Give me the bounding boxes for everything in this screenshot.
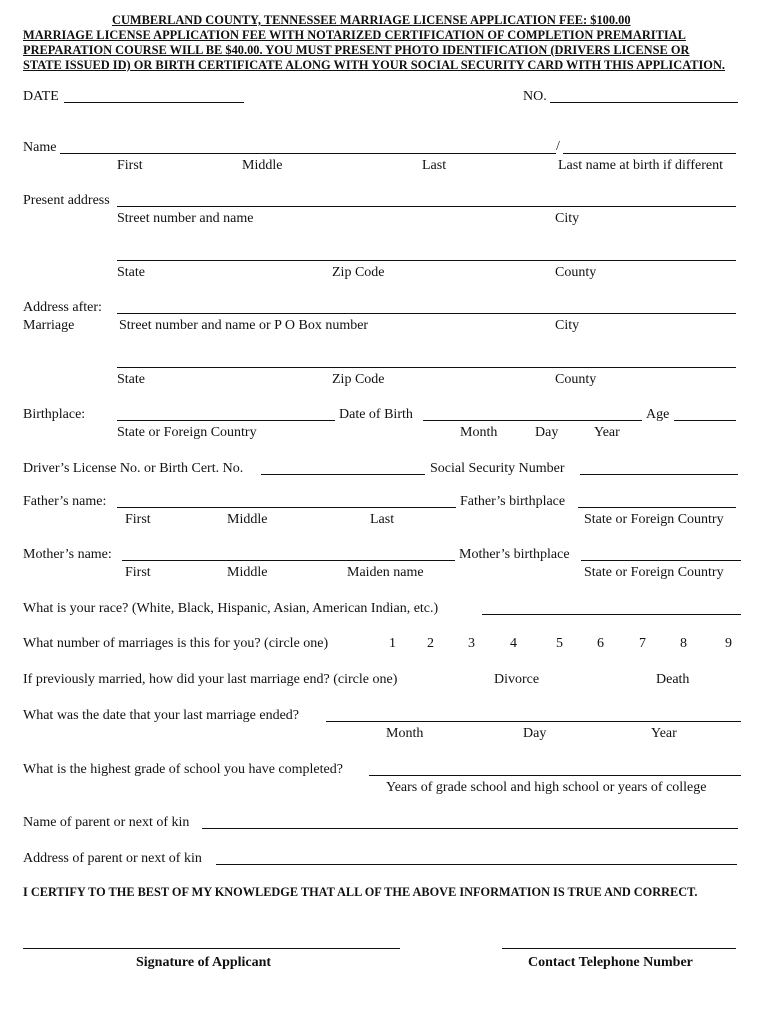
- age-field[interactable]: [674, 420, 736, 421]
- present-address-state-zip-county-field[interactable]: [117, 260, 736, 261]
- mother-name-label: Mother’s name:: [23, 547, 112, 562]
- age-label: Age: [646, 407, 670, 422]
- marriages-question: What number of marriages is this for you? (circle one): [23, 636, 329, 651]
- birthplace-field[interactable]: [117, 420, 335, 421]
- birthplace-label: Birthplace:: [23, 407, 86, 422]
- dob-field[interactable]: [423, 420, 642, 421]
- last-marriage-day-caption: Day: [523, 726, 547, 741]
- kin-name-label: Name of parent or next of kin: [23, 815, 190, 830]
- address-after-street-city-field[interactable]: [117, 313, 736, 314]
- kin-address-field[interactable]: [216, 864, 737, 865]
- mother-maiden-caption: Maiden name: [347, 565, 424, 580]
- mother-birthplace-caption: State or Foreign Country: [584, 565, 724, 580]
- father-last-caption: Last: [370, 512, 395, 527]
- father-middle-caption: Middle: [227, 512, 268, 527]
- father-name-label: Father’s name:: [23, 494, 107, 509]
- present-zip-caption: Zip Code: [332, 265, 385, 280]
- license-field[interactable]: [261, 474, 425, 475]
- last-marriage-year-caption: Year: [651, 726, 677, 741]
- divorce-option[interactable]: Divorce: [494, 672, 540, 687]
- kin-name-field[interactable]: [202, 828, 738, 829]
- father-birthplace-label: Father’s birthplace: [460, 494, 566, 509]
- present-state-caption: State: [117, 265, 145, 280]
- license-label: Driver’s License No. or Birth Cert. No.: [23, 461, 244, 476]
- ssn-label: Social Security Number: [430, 461, 565, 476]
- dob-month-caption: Month: [460, 425, 498, 440]
- race-question: What is your race? (White, Black, Hispanic, Asian, American Indian, etc.): [23, 601, 439, 616]
- marriage-option-4[interactable]: 4: [510, 636, 517, 651]
- race-field[interactable]: [482, 614, 741, 615]
- address-after-state-zip-county-field[interactable]: [117, 367, 736, 368]
- father-first-caption: First: [125, 512, 151, 527]
- kin-address-label: Address of parent or next of kin: [23, 851, 202, 866]
- marriage-option-9[interactable]: 9: [725, 636, 732, 651]
- present-street-caption: Street number and name: [117, 211, 254, 226]
- after-street-caption: Street number and name or P O Box number: [119, 318, 369, 333]
- present-address-street-city-field[interactable]: [117, 206, 736, 207]
- birth-last-name-field[interactable]: [563, 153, 736, 154]
- mother-birthplace-label: Mother’s birthplace: [459, 547, 570, 562]
- header-line-2: MARRIAGE LICENSE APPLICATION FEE WITH NOTARIZED CERTIFICATION OF COMPLETION PREMARITIAL: [23, 28, 686, 42]
- applicant-signature-field[interactable]: [23, 948, 400, 949]
- name-slash: /: [556, 139, 560, 154]
- last-marriage-date-question: What was the date that your last marriage ended?: [23, 708, 299, 723]
- mother-birthplace-field[interactable]: [581, 560, 741, 561]
- marriage-option-2[interactable]: 2: [427, 636, 434, 651]
- present-city-caption: City: [555, 211, 580, 226]
- prev-marriage-question: If previously married, how did your last marriage end? (circle one): [23, 672, 398, 687]
- dob-year-caption: Year: [594, 425, 620, 440]
- header-line-1: CUMBERLAND COUNTY, TENNESSEE MARRIAGE LICENSE APPLICATION FEE: $100.00: [112, 13, 631, 27]
- header-line-4: STATE ISSUED ID) OR BIRTH CERTIFICATE ALONG WITH YOUR SOCIAL SECURITY CARD WITH THIS APPLICATION.: [23, 58, 725, 72]
- father-birthplace-caption: State or Foreign Country: [584, 512, 724, 527]
- father-birthplace-field[interactable]: [578, 507, 736, 508]
- marriage-option-5[interactable]: 5: [556, 636, 563, 651]
- dob-label: Date of Birth: [339, 407, 413, 422]
- address-after-label-marriage: Marriage: [23, 318, 75, 333]
- name-last-caption: Last: [422, 158, 447, 173]
- number-label: NO.: [523, 89, 547, 104]
- last-marriage-date-field[interactable]: [326, 721, 741, 722]
- name-middle-caption: Middle: [242, 158, 283, 173]
- applicant-signature-label: Signature of Applicant: [136, 955, 272, 970]
- last-marriage-month-caption: Month: [386, 726, 424, 741]
- marriage-option-7[interactable]: 7: [639, 636, 646, 651]
- mother-first-caption: First: [125, 565, 151, 580]
- marriage-option-8[interactable]: 8: [680, 636, 687, 651]
- present-county-caption: County: [555, 265, 597, 280]
- present-address-label: Present address: [23, 193, 110, 208]
- ssn-field[interactable]: [580, 474, 738, 475]
- name-first-caption: First: [117, 158, 143, 173]
- phone-label: Contact Telephone Number: [528, 955, 693, 970]
- school-question: What is the highest grade of school you have completed?: [23, 762, 343, 777]
- marriage-option-6[interactable]: 6: [597, 636, 604, 651]
- after-city-caption: City: [555, 318, 580, 333]
- address-after-label: Address after:: [23, 300, 102, 315]
- after-zip-caption: Zip Code: [332, 372, 385, 387]
- father-name-field[interactable]: [117, 507, 456, 508]
- number-field[interactable]: [550, 102, 738, 103]
- date-field[interactable]: [64, 102, 244, 103]
- dob-day-caption: Day: [535, 425, 559, 440]
- death-option[interactable]: Death: [656, 672, 690, 687]
- header-line-3: PREPARATION COURSE WILL BE $40.00. YOU MUST PRESENT PHOTO IDENTIFICATION (DRIVERS LICENSE OR: [23, 43, 690, 57]
- name-field[interactable]: [60, 153, 556, 154]
- after-state-caption: State: [117, 372, 145, 387]
- marriage-option-3[interactable]: 3: [468, 636, 475, 651]
- mother-name-field[interactable]: [122, 560, 455, 561]
- date-label: DATE: [23, 89, 59, 104]
- marriage-option-1[interactable]: 1: [389, 636, 396, 651]
- after-county-caption: County: [555, 372, 597, 387]
- mother-middle-caption: Middle: [227, 565, 268, 580]
- phone-field[interactable]: [502, 948, 736, 949]
- birthplace-caption: State or Foreign Country: [117, 425, 257, 440]
- name-label: Name: [23, 140, 57, 155]
- certification-statement: I CERTIFY TO THE BEST OF MY KNOWLEDGE THAT ALL OF THE ABOVE INFORMATION IS TRUE AND CORRECT.: [23, 885, 698, 899]
- birth-last-name-caption: Last name at birth if different: [558, 158, 723, 173]
- school-caption: Years of grade school and high school or years of college: [386, 780, 707, 795]
- school-field[interactable]: [369, 775, 741, 776]
